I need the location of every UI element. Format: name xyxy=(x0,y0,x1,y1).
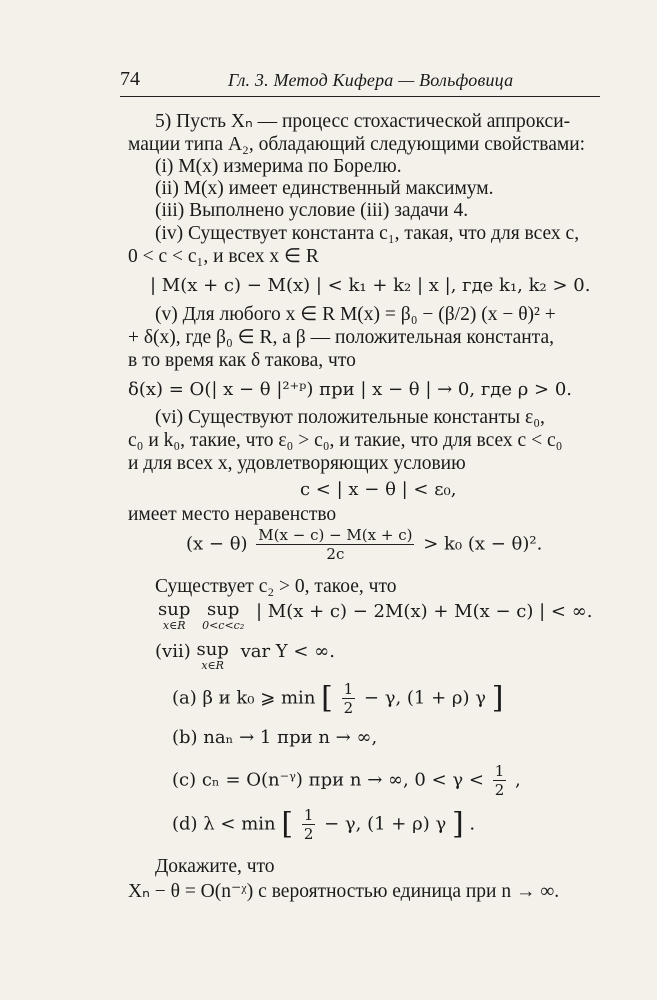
sup-operator: sup 0<c<c₂ xyxy=(202,599,245,632)
item-c: (c) cₙ = O(n⁻ᵞ) при n → ∞, 0 < γ < $\frac{1}{2}$ , xyxy=(172,762,521,799)
fraction xyxy=(256,526,414,563)
text-line: + δ(x), где β₀ ∈ R, а β — положительная константа, xyxy=(128,327,554,348)
condition-i: (i) M(x) измерима по Борелю. xyxy=(155,156,402,177)
text-line: имеет место неравенство xyxy=(128,504,337,525)
fraction-half: $\frac{1}{2}$ xyxy=(303,806,314,843)
sup-operator: sup x∈R xyxy=(158,599,191,632)
running-header xyxy=(120,66,600,97)
fraction-numerator: M(x − c) − M(x + c) xyxy=(258,526,413,544)
fraction-denominator: 2c xyxy=(326,545,345,563)
formula-right: > k₀ (x − θ)². xyxy=(423,533,543,555)
running-title: Гл. 3. Метод Кифера — Вольфовица xyxy=(228,70,514,90)
item-b: (b) naₙ → 1 при n → ∞, xyxy=(172,727,378,748)
condition-vi: (vi) Существуют положительные константы ε₀, xyxy=(155,407,545,428)
formula-rest: var Y < ∞. xyxy=(240,641,335,662)
fraction-half: $\frac{1}{2}$ xyxy=(494,762,505,799)
text-line: c₀ и k₀, такие, что ε₀ > c₀, и такие, что для всех c < c₀ xyxy=(128,430,563,451)
text-line: Существует c₂ > 0, такое, что xyxy=(155,576,397,597)
item-d: (d) λ < min [ $\frac{1}{2}$ − γ, (1 + ρ) γ ] . xyxy=(172,806,476,843)
display-formula-iv: | M(x + c) − M(x) | < k₁ + k₂ | x |, где k₁, k₂ > 0. xyxy=(150,275,591,296)
text-line: в то время как δ такова, что xyxy=(128,350,356,371)
formula-left: (x − θ) xyxy=(186,533,248,555)
sup-operator: sup x∈R xyxy=(196,639,229,672)
item-label: (vii) xyxy=(155,641,191,662)
text-line: 0 < c < c₁, и всех x ∈ R xyxy=(128,246,319,267)
display-formula-v: δ(x) = O(| x − θ |²⁺ᵖ) при | x − θ | → 0, где ρ > 0. xyxy=(128,379,572,400)
condition-v: (v) Для любого x ∈ R M(x) = β₀ − (β/2) (x − θ)² + xyxy=(155,304,556,325)
text-line: Докажите, что xyxy=(155,856,275,877)
text-line: мации типа A₂, обладающий следующими свойствами: xyxy=(128,134,586,155)
condition-iv: (iv) Существует константа c₁, такая, что для всех c, xyxy=(155,223,580,244)
text-line: и для всех x, удовлетворяющих условию xyxy=(128,453,466,474)
condition-ii: (ii) M(x) имеет единственный максимум. xyxy=(155,178,494,199)
page-number: 74 xyxy=(120,68,140,90)
display-formula-vi-condition: c < | x − θ | < ε₀, xyxy=(300,479,457,500)
condition-iii: (iii) Выполнено условие (iii) задачи 4. xyxy=(155,200,469,221)
display-formula-sup xyxy=(158,600,592,632)
fraction-half: $\frac{1}{2}$ xyxy=(343,680,354,717)
conclusion-line: Xₙ − θ = O(n⁻ᵡ) с вероятностью единица при n → ∞. xyxy=(128,881,560,902)
formula-rest: | M(x + c) − 2M(x) + M(x − c) | < ∞. xyxy=(256,601,593,622)
display-formula-inequality xyxy=(186,526,542,563)
item-a: (a) β и k₀ ⩾ min [ $\frac{1}{2}$ − γ, (1 + ρ) γ ] xyxy=(172,680,504,717)
condition-vii xyxy=(155,640,335,672)
text-line: 5) Пусть Xₙ — процесс стохастической аппрокси- xyxy=(155,111,571,132)
